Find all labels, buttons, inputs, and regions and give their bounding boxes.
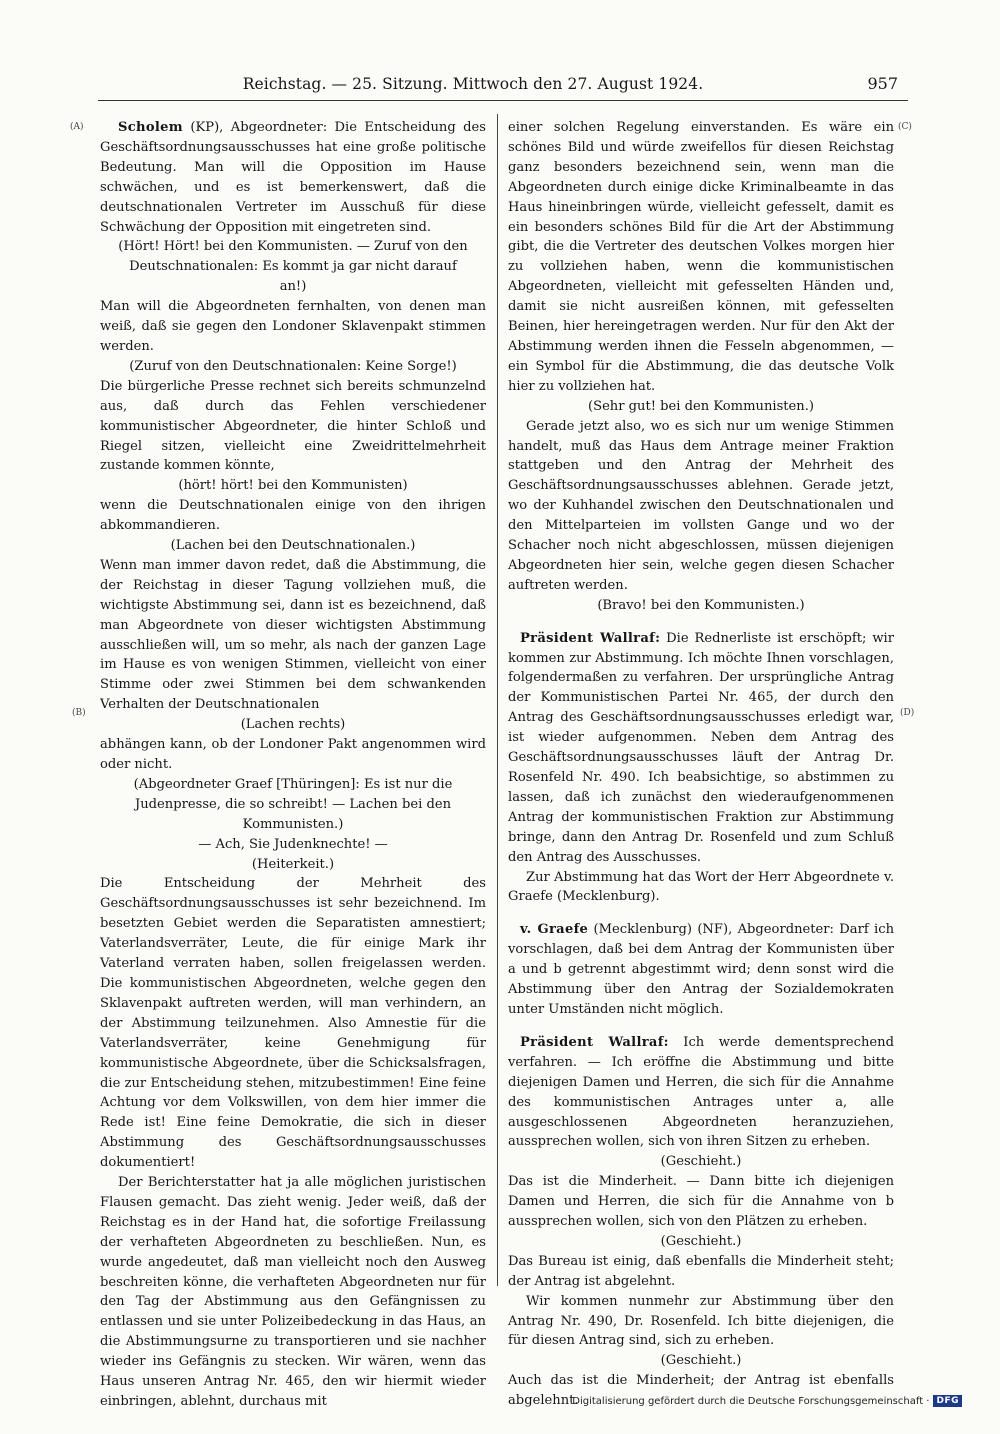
- paragraph: Die Rednerliste ist erschöpft; wir kommen zur Abstimmung. Ich möchte Ihnen vorschlagen, folgendermaßen zu verfahren. Der ursprüngliche Antrag der Kommunistischen Partei Nr. 465, der durch den Antrag des Geschäftsordnungsausschusses erledigt war, ist wieder aufgenommen. Neben dem Antrag des Geschäftsordnungsausschusses läuft der Antrag Dr. Rosenfeld Nr. 490. Ich beabsichtige, so abstimmen zu lassen, daß ich zunächst den wiederaufgenommenen Antrag der kommunistischen Fraktion zur Abstimmung bringe, dann den Antrag Dr. Rosenfeld und zum Schluß den Antrag des Ausschusses.: [508, 630, 894, 865]
- paragraph: (Mecklenburg) (NF), Abgeordneter: Darf ich vorschlagen, daß bei dem Antrag der Kommunisten über a und b getrennt abgestimmt wird; denn sonst wird die Abstimmung über den Antrag der Sozialdemokraten unter Umständen nicht möglich.: [508, 922, 894, 1017]
- interjection: (Sehr gut! bei den Kommunisten.): [587, 398, 815, 414]
- paragraph: Wir kommen nunmehr zur Abstimmung über den Antrag Nr. 490, Dr. Rosenfeld. Ich bitte diejenigen, die für diesen Antrag sind, sich zu erheben.: [508, 1293, 894, 1349]
- paragraph: Gerade jetzt also, wo es sich nur um wenige Stimmen handelt, muß das Haus dem Antrage meiner Fraktion stattgeben und den Antrag der Mehrheit des Geschäftsordnungsausschusses ablehnen. Gerade jetzt, wo der Kuhhandel zwischen den Deutschnationalen und den Mittelparteien im vollsten Gange und wo der Schacher noch nicht abgeschlossen, müssen diejenigen Abgeordneten hier sein, welche gegen diesen Schacher auftreten werden.: [508, 418, 894, 593]
- footer-credit: Digitalisierung gefördert durch die Deutsche Forschungsgemeinschaft ·: [572, 1395, 930, 1407]
- interjection: (Lachen bei den Deutschnationalen.): [170, 538, 416, 554]
- interjection: (Abgeordneter Graef [Thüringen]: Es ist nur die Judenpresse, die so schreibt! — Lachen bei den Kommunisten.): [133, 776, 453, 832]
- paragraph: Das ist die Minderheit. — Dann bitte ich diejenigen Damen und Herren, die sich für die Annahme von b aussprechen wollen, sich von den Plätzen zu erheben.: [508, 1174, 894, 1230]
- interjection: (Zuruf von den Deutschnationalen: Keine Sorge!): [129, 358, 457, 374]
- margin-marker-b: (B): [72, 708, 86, 718]
- speech-graefe: [508, 920, 894, 1020]
- speech-president-2: [508, 1033, 894, 1152]
- paragraph: Die Entscheidung der Mehrheit des Geschäftsordnungsausschusses ist sehr bezeichnend. Im besetzten Gebiet werden die Separatisten amnestiert; Vaterlandsverräter, Leute, die für einige Mark ihr Vaterland verraten haben, sollen freigelassen werden. Die kommunistischen Abgeordneten, welche gegen den Sklavenpakt auftreten werden, will man verhindern, an der Abstimmung teilzunehmen. Also Amnestie für die Vaterlandsverräter, keine Genehmigung für kommunistische Abgeordnete, über die Schicksalsfragen, die zur Entscheidung stehen, mitzubestimmen! Eine feine Achtung vor dem Volkswillen, von dem hier immer die Rede ist! Eine feine Demokratie, die sich in dieser Abstimmung des Geschäftsordnungsausschusses dokumentiert!: [100, 876, 486, 1171]
- speaker-name: Präsident Wallraf:: [520, 1034, 669, 1050]
- page-footer: [572, 1395, 962, 1407]
- paragraph: Ich werde dementsprechend verfahren. — Ich eröffne die Abstimmung und bitte diejenigen Damen und Herren, die sich für die Annahme des kommunistischen Antrages unter a, alle ausgeschlossenen Abgeordneten heranzuziehen, aussprechen wollen, sich von ihren Sitzen zu erheben.: [508, 1034, 894, 1150]
- speech-president-1: [508, 629, 894, 868]
- header-title: Reichstag. — 25. Sitzung. Mittwoch den 27. August 1924.: [242, 75, 704, 93]
- interjection: (Heiterkeit.): [251, 856, 335, 872]
- paragraph: Man will die Abgeordneten fernhalten, von denen man weiß, daß sie gegen den Londoner Sklavenpakt stimmen werden.: [100, 299, 486, 354]
- interjection: (Bravo! bei den Kommunisten.): [597, 597, 805, 613]
- speaker-name: v. Graefe: [520, 922, 589, 938]
- interjection: (hört! hört! bei den Kommunisten): [178, 478, 408, 494]
- speaker-name: Scholem: [118, 120, 183, 135]
- paragraph: abhängen kann, ob der Londoner Pakt angenommen wird oder nicht.: [100, 737, 486, 772]
- paragraph: Der Berichterstatter hat ja alle möglichen juristischen Flausen gemacht. Das zieht wenig. Jeder weiß, daß der Reichstag es in der Hand hat, die sofortige Freilassung der verhafteten Abgeordneten zu beschließen. Nun, es wurde angedeutet, daß man vielleicht noch den Ausweg beschreiten könne, die verhafteten Abgeordneten nur für den Tag der Abstimmung aus den Gefängnissen zu entlassen und sie unter Polizeibedeckung in das Haus, an die Abstimmungsurne zu transportieren und sie nachher wieder ins Gefängnis zu stecken. Wir wären, wenn das Haus unseren Antrag Nr. 465, den wir hiermit wieder einbringen, ablehnt, durchaus mit: [100, 1175, 486, 1409]
- paragraph: wenn die Deutschnationalen einige von den ihrigen abkommandieren.: [100, 498, 486, 534]
- paragraph: Die bürgerliche Presse rechnet sich bereits schmunzelnd aus, daß durch das Fehlen verschiedener kommunistischer Abgeordneter, die hinter Schloß und Riegel sitzen, vielleicht eine Zweidrittelmehrheit zustande kommen könnte,: [100, 378, 486, 474]
- interjection: — Ach, Sie Judenknechte! —: [198, 836, 388, 852]
- right-column: [508, 118, 894, 1411]
- interjection: (Geschieht.): [660, 1154, 742, 1170]
- speech-scholem: [100, 118, 486, 237]
- speaker-name: Präsident Wallraf:: [520, 630, 661, 646]
- page-header: [98, 74, 898, 100]
- dfg-logo-icon: DFG: [933, 1395, 962, 1407]
- margin-marker-a: (A): [70, 122, 84, 132]
- paragraph: Wenn man immer davon redet, daß die Abstimmung, die der Reichstag in dieser Tagung vollziehen muß, die wichtigste Abstimmung sei, dann ist es bezeichnend, daß man Abgeordnete von dieser wichtigsten Abstimmung ausschließen will, um so mehr, als nach der ganzen Lage im Hause es von wenigen Stimmen, vielleicht von einer Stimme oder zwei Stimmen bei dem schwankenden Verhalten der Deutschnationalen: [100, 557, 486, 713]
- interjection: (Hört! Hört! bei den Kommunisten. — Zuruf von den Deutschnationalen: Es kommt ja gar nicht darauf an!): [118, 239, 468, 295]
- column-divider: [497, 114, 498, 1286]
- page-number: 957: [867, 74, 898, 93]
- paragraph: Abgeordneter: Die Entscheidung des Geschäftsordnungsausschusses hat eine große politische Bedeutung. Man will die Opposition im Hause schwächen, und es ist bemerkenswert, daß die deutschnationalen Vertreter im Ausschuß für diese Schwächung der Opposition mit eingetreten sind.: [100, 120, 486, 235]
- interjection: (Geschieht.): [660, 1353, 742, 1369]
- header-rule: [98, 100, 908, 101]
- interjection: (Geschieht.): [660, 1233, 742, 1249]
- paragraph: Zur Abstimmung hat das Wort der Herr Abgeordnete v. Graefe (Mecklenburg).: [508, 869, 894, 905]
- left-column: [100, 118, 486, 1412]
- speaker-party: (KP),: [190, 120, 224, 135]
- paragraph: einer solchen Regelung einverstanden. Es wäre ein schönes Bild und würde zweifellos für diesen Reichstag ganz besonders bezeichnend sein, wenn man die Abgeordneten durch einige dicke Kriminalbeamte in das Haus hineinbringen würde, vielleicht gefesselt, damit es ein besonders schönes Bild für die Art der Abstimmung gibt, die die Vertreter des deutschen Volkes morgen hier zu vollziehen haben, wenn die kommunistischen Abgeordneten, vielleicht mit gefesselten Händen und, damit sie nicht ausreißen können, mit gefesselten Beinen, hier hereingetragen werden. Nur für den Akt der Abstimmung werden ihnen die Fesseln abgenommen, — ein Symbol für die Abstimmung, die das deutsche Volk hier zu vollziehen hat.: [508, 120, 894, 394]
- paragraph: Auch das ist die Minderheit; der Antrag ist ebenfalls abgelehnt.: [508, 1373, 894, 1409]
- margin-marker-d: (D): [900, 708, 915, 718]
- margin-marker-c: (C): [898, 122, 912, 132]
- paragraph: Das Bureau ist einig, daß ebenfalls die Minderheit steht; der Antrag ist abgelehnt.: [508, 1253, 894, 1289]
- interjection: (Lachen rechts): [240, 717, 346, 733]
